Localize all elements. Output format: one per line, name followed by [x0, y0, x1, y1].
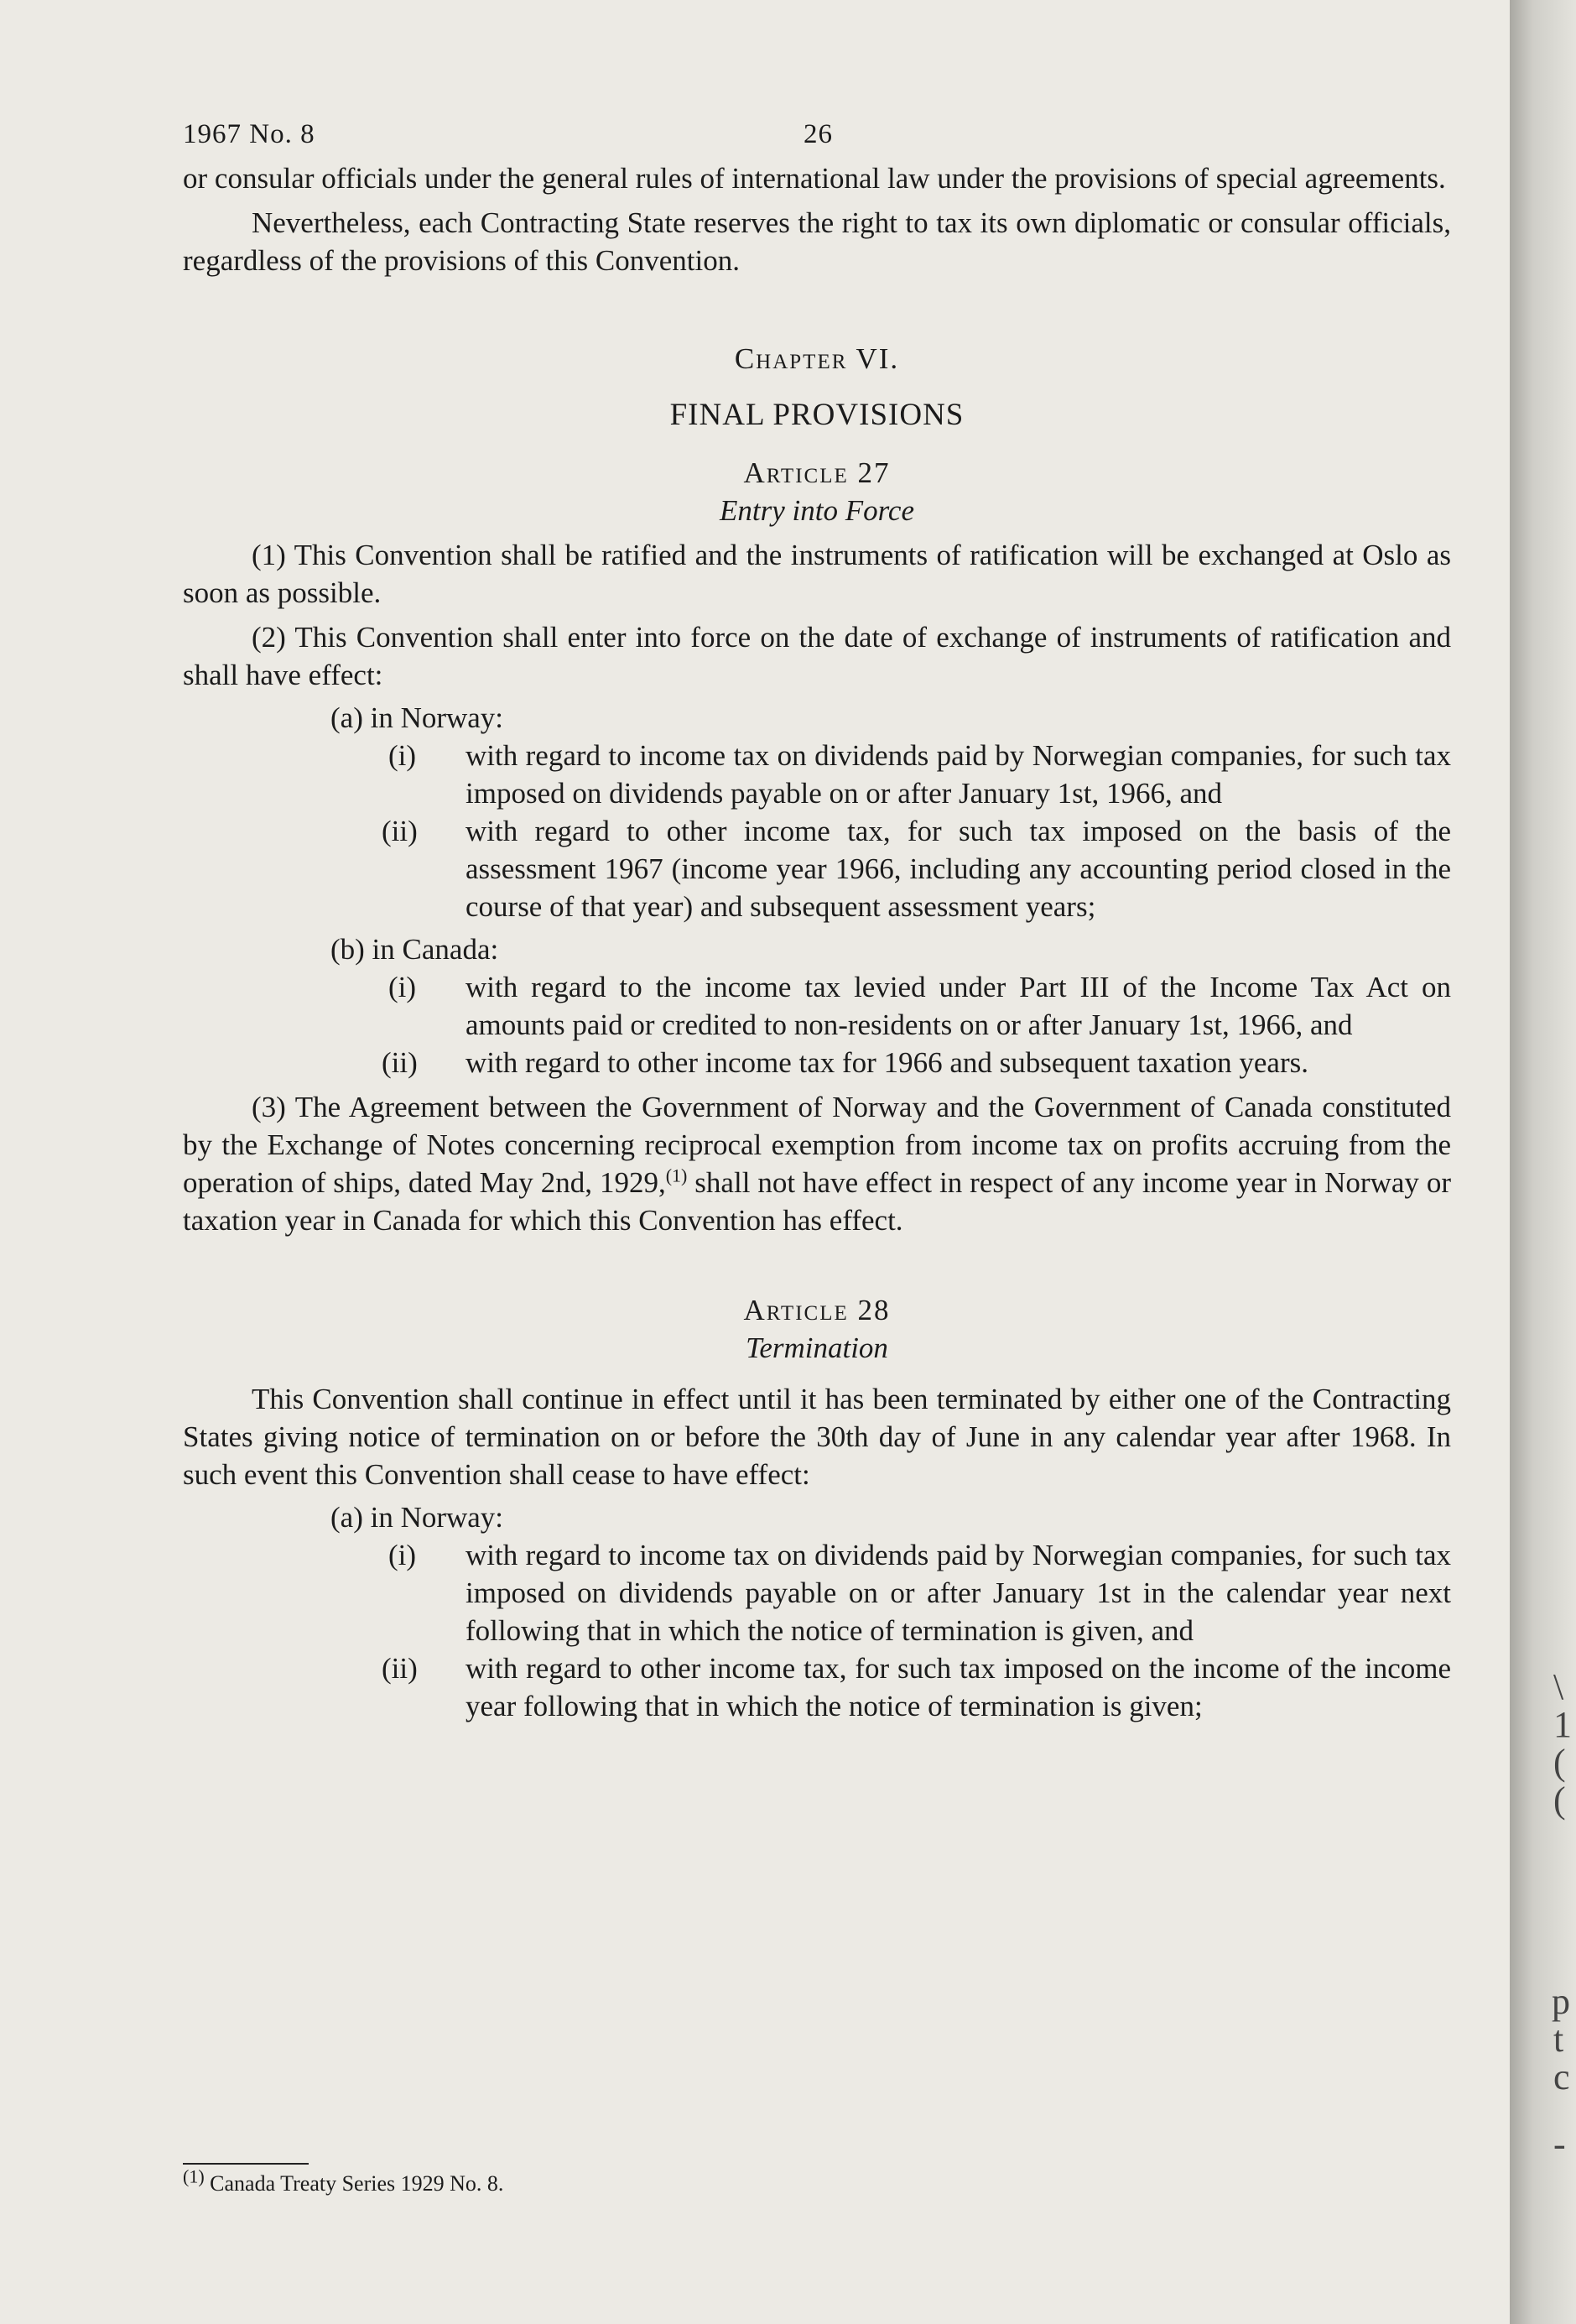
- list-item-text: with regard to income tax on dividends paid by Norwegian companies, for such tax imposed on dividends payable on or after January 1st in the calendar year next following that in which the notice of termination is given, and: [466, 1539, 1451, 1647]
- edge-glyph: (: [1553, 1779, 1566, 1821]
- list-item-text: with regard to the income tax levied under Part III of the Income Tax Act on amounts paid or credited to non-residents on or after January 1st, 1966, and: [466, 971, 1451, 1041]
- chapter-label: Chapter VI.: [734, 342, 900, 375]
- footnote: [183, 2165, 504, 2196]
- article-27-paragraph-2: (2) This Convention shall enter into force on the date of exchange of instruments of ratification and shall have effect:: [183, 621, 1451, 691]
- list-item-text: with regard to income tax on dividends paid by Norwegian companies, for such tax imposed on dividends payable on or after January 1st, 1966, and: [466, 739, 1451, 810]
- article-28-heading: Article 28: [743, 1294, 891, 1326]
- list-item: [183, 968, 1451, 1044]
- list-item-label: (i): [388, 739, 417, 772]
- header-year-number: 1967 No. 8: [183, 119, 315, 149]
- edge-glyph: (: [1553, 1742, 1566, 1783]
- article-27-norway-label: (a) in Norway:: [330, 701, 504, 734]
- list-item: [183, 1536, 1451, 1649]
- edge-glyph: \: [1553, 1666, 1564, 1707]
- article-27-paragraph-3-text: (3) The Agreement between the Government of Norway and the Government of Canada constituted by the Exchange of Notes concerning reciprocal exemption from income tax on profits accruing from the operation of ships, dated May 2nd, 1929,: [183, 1091, 1451, 1199]
- article-28-norway-label: (a) in Norway:: [330, 1501, 504, 1534]
- edge-glyph: p: [1552, 1981, 1570, 2022]
- list-item: [183, 812, 1451, 925]
- footnote-text: Canada Treaty Series 1929 No. 8.: [204, 2171, 504, 2196]
- article-27-subtitle: Entry into Force: [720, 494, 914, 527]
- list-item-label: (ii): [382, 1046, 418, 1079]
- list-item-text: with regard to other income tax, for such tax imposed on the basis of the assessment 1967 (income year 1966, including any accounting period closed in the course of that year) and subsequent assessment years;: [466, 815, 1451, 923]
- list-item-text: with regard to other income tax for 1966 and subsequent taxation years.: [466, 1046, 1308, 1079]
- chapter-title: FINAL PROVISIONS: [669, 398, 965, 432]
- adjacent-page-edge: [1510, 0, 1576, 2324]
- list-item-label: (ii): [382, 1652, 418, 1685]
- list-item: [183, 1044, 1451, 1081]
- list-item-label: (i): [388, 1539, 417, 1571]
- page-header: [183, 109, 1451, 159]
- edge-glyph: -: [1553, 2123, 1566, 2165]
- list-item-text: with regard to other income tax, for such tax imposed on the income of the income year following that in which the notice of termination is given;: [466, 1652, 1451, 1722]
- article-27-paragraph-3-continued: shall not have effect in respect of any income year in Norway or taxation year in Canada for which this Convention has effect.: [183, 1166, 1451, 1237]
- page-number: 26: [804, 119, 833, 149]
- edge-glyph: t: [1553, 2019, 1564, 2060]
- edge-glyph: c: [1553, 2056, 1570, 2097]
- list-item-label: (i): [388, 971, 417, 1003]
- footnote-reference: (1): [665, 1165, 688, 1186]
- list-item-label: (ii): [382, 815, 418, 847]
- article-28-paragraph-1: This Convention shall continue in effect until it has been terminated by either one of the Contracting States giving notice of termination on or before the 30th day of June in any calendar year after 1968. In such event this Convention shall cease to have effect:: [183, 1383, 1451, 1491]
- article-27-heading: Article 27: [743, 456, 891, 489]
- page-content: [183, 109, 1451, 2196]
- article-28-subtitle: Termination: [746, 1331, 888, 1364]
- article-27-paragraph-3: [183, 1088, 1451, 1239]
- article-27-paragraph-1: (1) This Convention shall be ratified and the instruments of ratification will be exchanged at Oslo as soon as possible.: [183, 539, 1451, 609]
- article-27-canada-label: (b) in Canada:: [330, 933, 499, 966]
- footnote-divider: [183, 2163, 309, 2165]
- list-item: [183, 1649, 1451, 1725]
- footnote-marker: (1): [183, 2165, 205, 2187]
- list-item: [183, 737, 1451, 812]
- edge-glyph: 1: [1553, 1704, 1572, 1745]
- intro-paragraph-2: Nevertheless, each Contracting State reserves the right to tax its own diplomatic or consular officials, regardless of the provisions of this Convention.: [183, 206, 1451, 277]
- intro-paragraph-1: or consular officials under the general rules of international law under the provisions of special agreements.: [183, 162, 1446, 195]
